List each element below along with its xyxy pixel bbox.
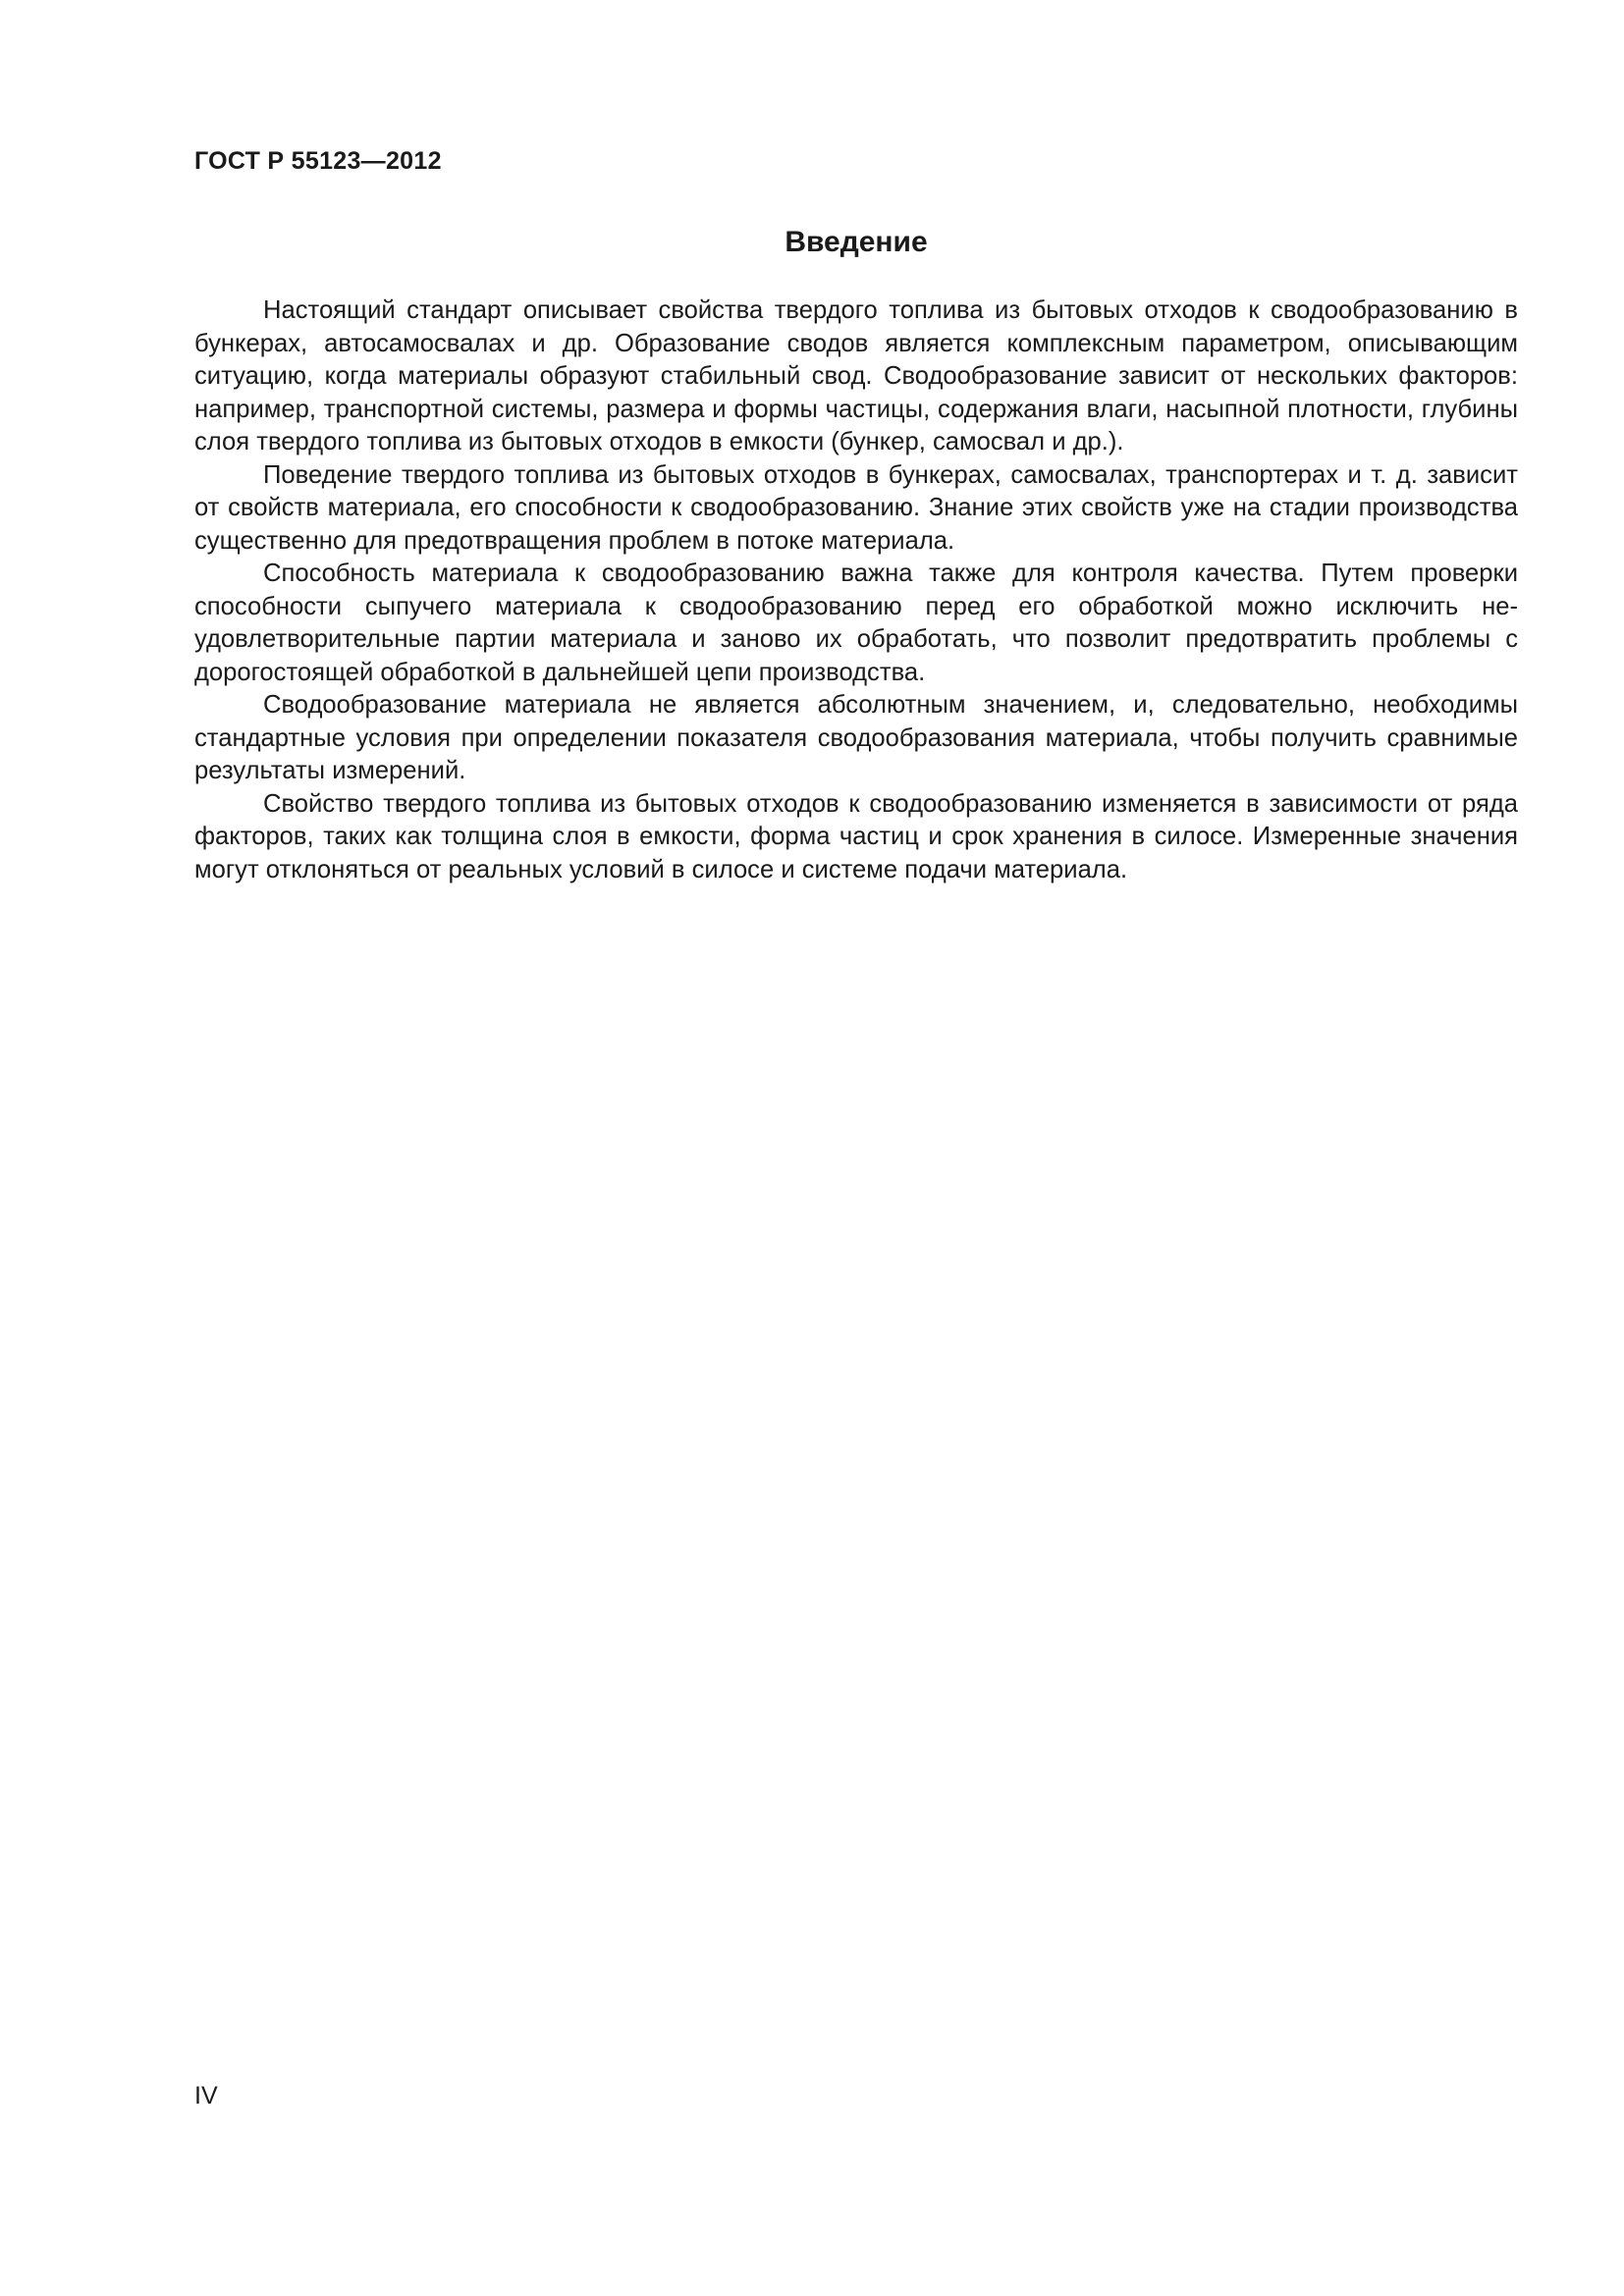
paragraph-3: Способность материала к сводообразованию важна также для контроля качества. Путем проверки способности сыпучего материала к сводообразованию перед его обработкой можно исключить неудовлетворительные партии материала и заново их обработать, что позволит предотвратить проблемы с дорогостоящей обработкой в дальнейшей цепи производства. xyxy=(194,560,1518,686)
paragraph-5: Свойство твердого топлива из бытовых отходов к сводообразованию изменяется в зависимости от ряда факторов, таких как толщина слоя в емкости, форма частиц и срок хранения в силосе. Измеренные значения могут отклоняться от реальных условий в силосе и системе подачи материала. xyxy=(194,789,1518,883)
paragraph-1: Настоящий стандарт описывает свойства твердого топлива из бытовых отходов к сводообразованию в бункерах, автосамосвалах и др. Образование сводов является комплексным параметром, описывающим ситуацию, когда материалы образуют стабильный свод. Сводообразование зависит от нескольких факторов: например, транспортной системы, размера и формы частицы, содержания влаги, насыпной плотности, глубины слоя твердого топлива из бытовых отходов в емкости (бункер, самосвал и др.). xyxy=(194,296,1518,455)
paragraph-4: Сводообразование материала не является абсолютным значением, и, следовательно, необходимы стандартные условия при определении показателя сводообразования материала, чтобы получить сравнимые результаты измерений. xyxy=(194,691,1518,784)
page-number: IV xyxy=(194,2082,218,2109)
paragraph-2: Поведение твердого топлива из бытовых отходов в бункерах, самосвалах, транспортерах и т. д. зависит от свойств материала, его способности к сводообразованию. Знание этих свойств уже на стадии производства существенно для предотвращения проблем в потоке материала. xyxy=(194,460,1518,555)
section-title: Введение xyxy=(785,226,928,258)
introduction-body xyxy=(194,294,1518,886)
document-header-standard-id: ГОСТ Р 55123—2012 xyxy=(194,147,442,175)
